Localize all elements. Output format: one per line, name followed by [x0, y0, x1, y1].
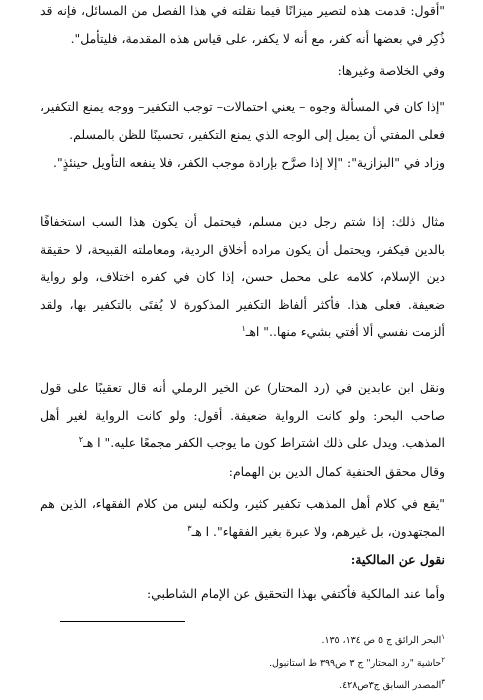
paragraph: [40, 208, 445, 346]
paragraph-text: نقول عن المالكية:: [350, 552, 445, 567]
paragraph-text: "يقع في كلام أهل المذهب تكفير كثير، ولكنه ليس من كلام الفقهاء، الذين هم المجتهدون، بل غيرهم، ولا عبرة بغير الفقهاء". ا هـ: [40, 496, 445, 539]
footnote-ref[interactable]: ٢: [78, 434, 84, 444]
footnote-number: ١: [441, 633, 445, 641]
footnote: [60, 651, 445, 674]
footnote: [60, 628, 445, 651]
section-heading: [40, 546, 445, 574]
paragraph: [40, 458, 445, 486]
paragraph: [40, 490, 445, 545]
paragraph-text: مثال ذلك: إذا شتم رجل دين مسلم، فيحتمل أن يكون هذا السب استخفافًا بالدين فيكفر، ويحتمل أن يكون مراده أخلاق الردية، ومعاملته القبيحة، لا حقيقة دين الإسلام، كلامه على محمل حسن، إذا كان في كفره اختلاف، ولو رواية ضعيفة. فعلى هذا. فأكثر ألفاظ التكفير المذكورة لا يُفتَى بالتكفير بها، ولقد ألزمت نفسي ألا أفتي بشيء منها.." اهـ: [40, 214, 445, 339]
paragraph-text: ونقل ابن عابدين في (رد المحتار) عن الخير الرملي أنه قال تعقيبًا على قول صاحب البحر: ولو كانت الرواية ضعيفة. أقول: ولو كانت الرواية لغير أهل المذهب. ويدل على ذلك اشتراط كون ما يوجب الكفر مجمعًا عليه." ا هـ: [40, 380, 445, 450]
paragraph: [40, 57, 445, 85]
footnote-ref[interactable]: ٣: [187, 523, 192, 533]
footnote: [60, 673, 445, 696]
paragraph: [40, 580, 445, 608]
paragraph-text: وفي الخلاصة وغيرها:: [337, 63, 445, 78]
footnote-text: حاشية "رد المحتار" ج ٣ ص٣٩٩ ط استانبول.: [269, 657, 442, 669]
paragraph-text: "أقول: قدمت هذه لتصير ميزانًا فيما نقلته في هذا الفصل من المسائل، فإنه قد ذُكِر في بعضها أنه كفر، مع أنه لا يكفر، على قياس هذه المقدمة، فليتأمل".: [40, 3, 445, 46]
footnote-text: المصدر السابق ج٣ص٤٢٨.: [339, 680, 442, 692]
paragraph-text: وزاد في "البزازية": "إلا إذا صرَّح بإرادة موجب الكفر، فلا ينفعه التأويل حينئذٍ".: [53, 155, 445, 170]
footnotes: [60, 628, 445, 696]
paragraph: [40, 93, 445, 148]
paragraph: [40, 0, 445, 52]
paragraph-text: وقال محقق الحنفية كمال الدين بن الهمام:: [228, 464, 445, 479]
footnote-number: ٢: [441, 655, 445, 664]
footnote-number: ٣: [441, 678, 445, 687]
footnote-ref[interactable]: ١: [241, 323, 246, 333]
footnote-text: البحر الرائق ج ٥ ص ١٣٤، ١٣٥.: [321, 635, 442, 647]
paragraph: [40, 374, 445, 457]
paragraph-text: وأما عند المالكية فأكتفي بهذا التحقيق عن الإمام الشاطبي:: [146, 586, 445, 601]
paragraph-text: "إذا كان في المسألة وجوه – يعني احتمالات– توجب التكفير– ووجه يمنع التكفير، فعلى المفتي أن يميل إلى الوجه الذي يمنع التكفير، تحسينًا للظن بالمسلم.: [40, 99, 445, 142]
footnote-separator: [60, 621, 185, 622]
paragraph: [40, 149, 445, 177]
